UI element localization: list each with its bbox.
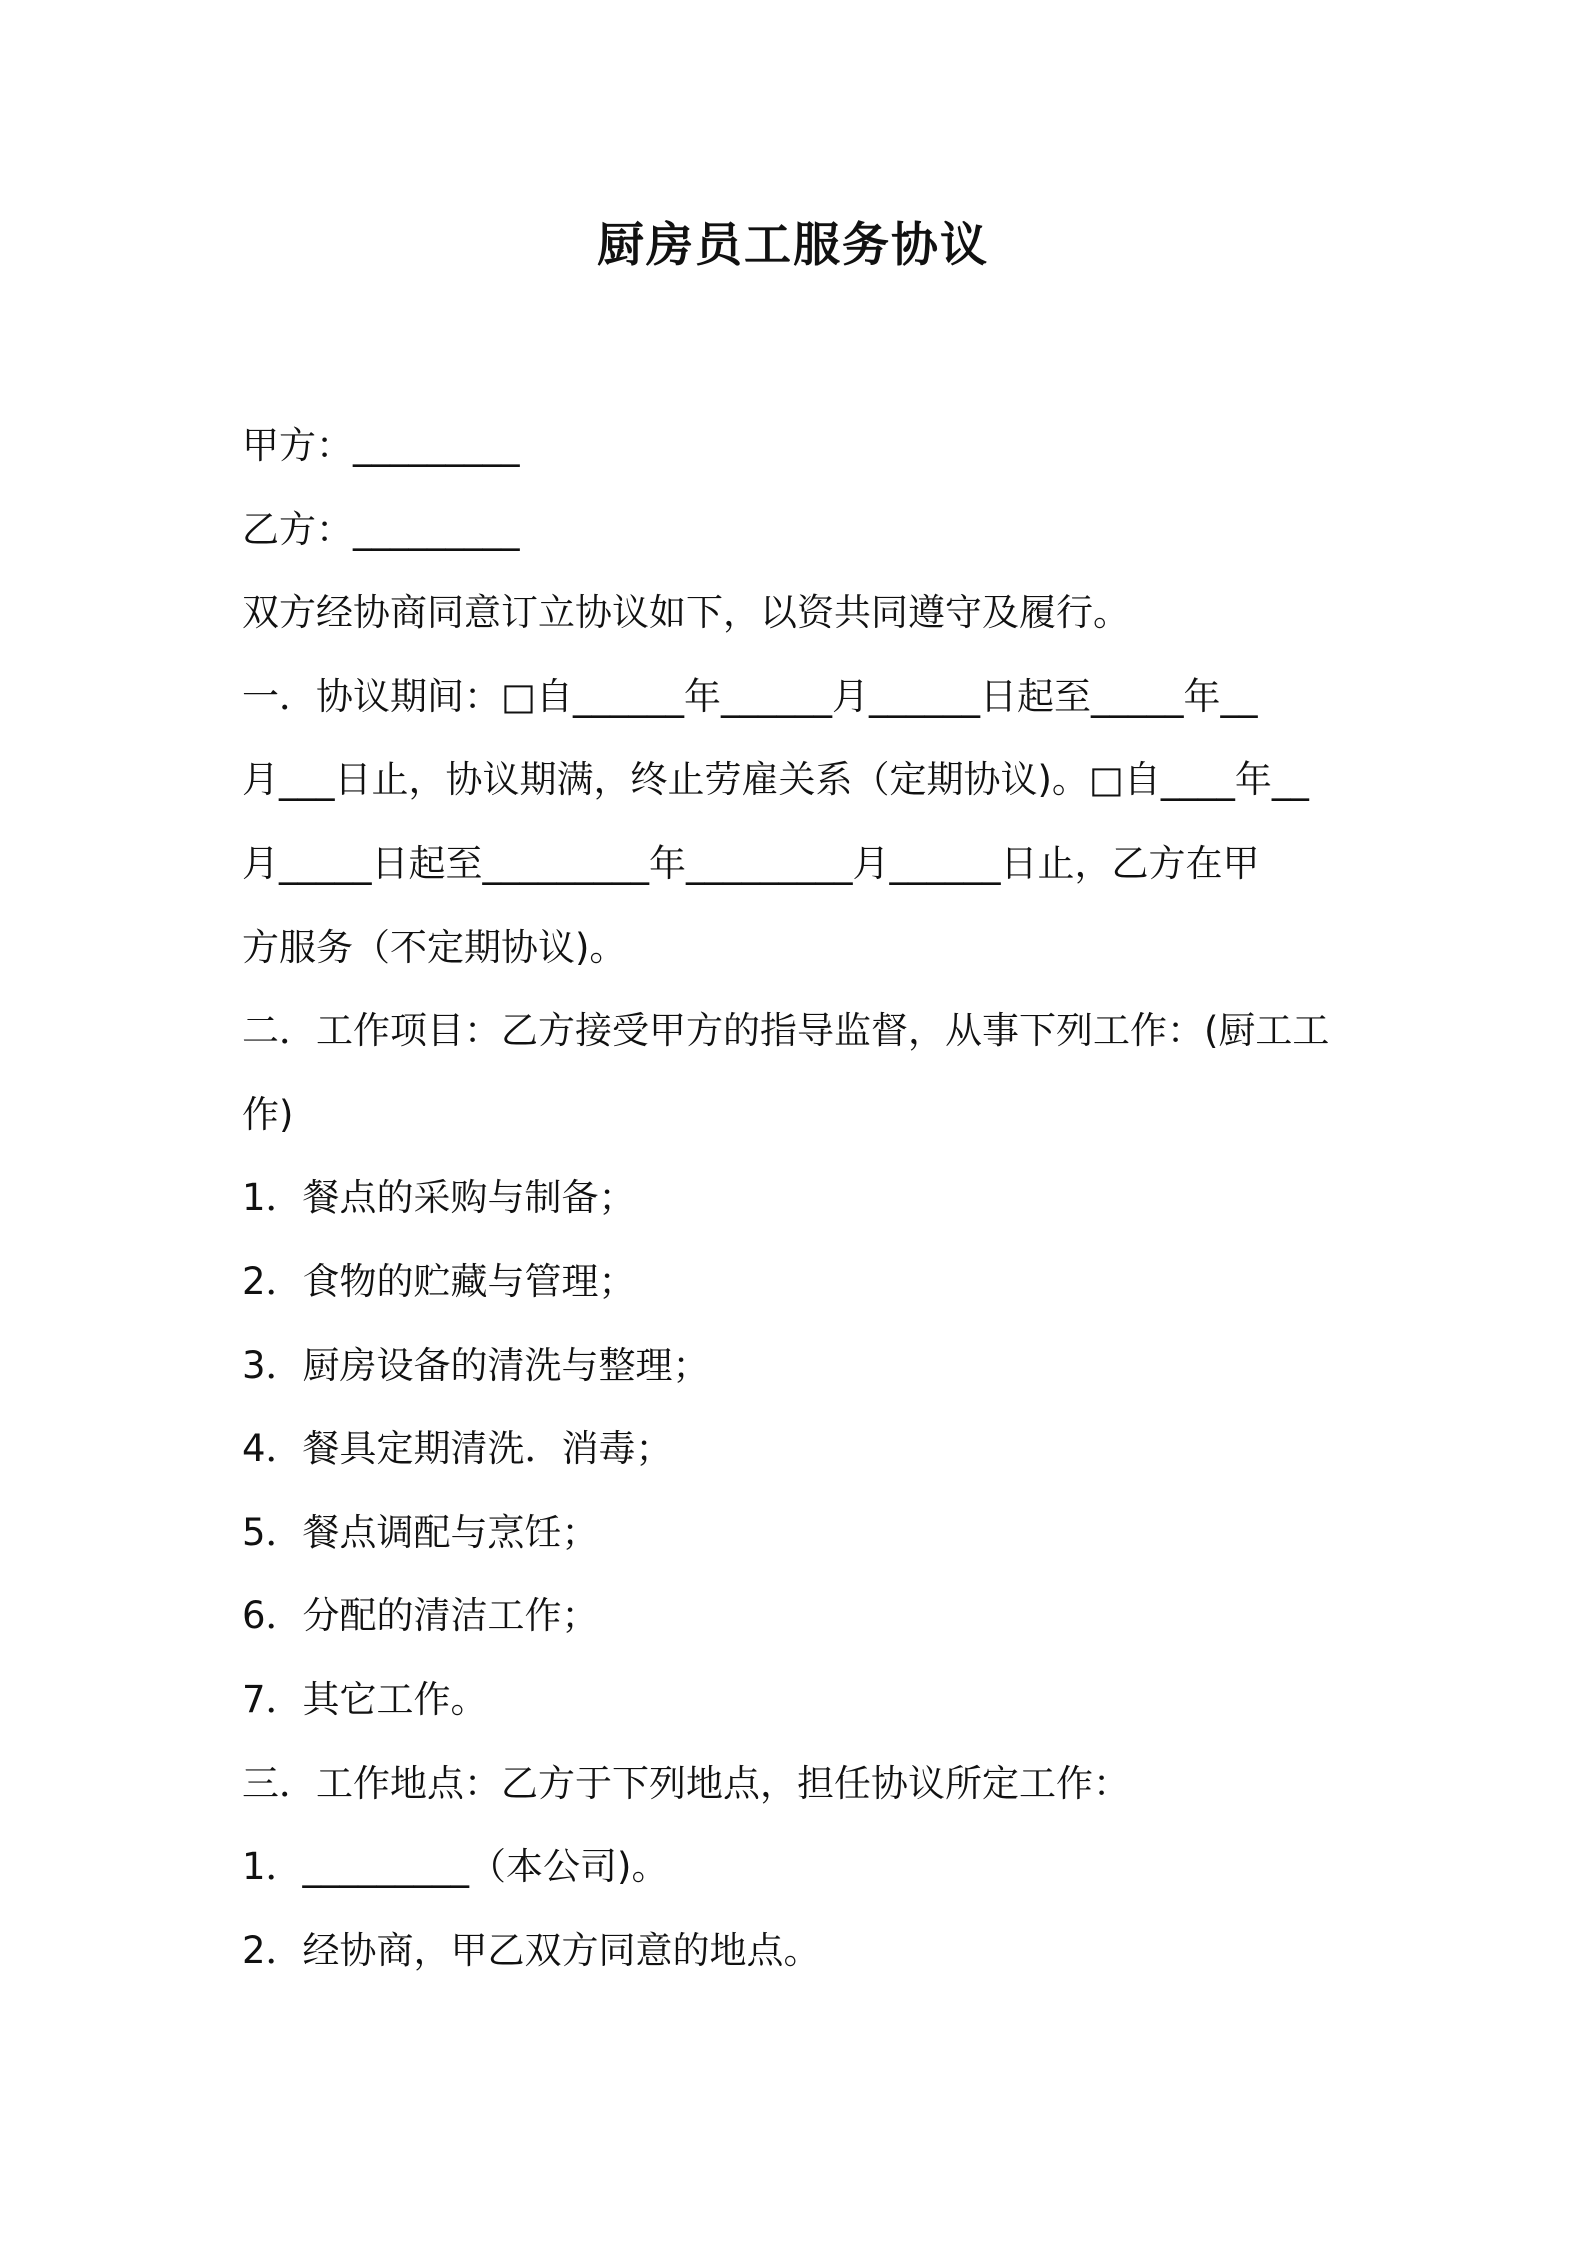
clause-1-line-4: 方服务（不定期协议)。 <box>242 925 627 969</box>
clause-1-line-2: 月___日止，协议期满，终止劳雇关系（定期协议)。□自____年__ <box>242 758 1309 802</box>
clause-2-line-2: 作) <box>242 1092 294 1136</box>
clause-3-line-1: 三．工作地点：乙方于下列地点，担任协议所定工作： <box>242 1761 1130 1805</box>
clause-1-line-3: 月_____日起至_________年_________月______日止，乙方在甲 <box>242 841 1260 885</box>
list-item: 7．其它工作。 <box>242 1677 488 1721</box>
clause-2-line-1: 二．工作项目：乙方接受甲方的指导监督，从事下列工作：(厨工工 <box>242 1009 1330 1053</box>
clause-1-line-1: 一．协议期间：□自______年______月______日起至_____年__ <box>242 674 1258 718</box>
list-item: 5．餐点调配与烹饪； <box>242 1510 599 1554</box>
document-title: 厨房员工服务协议 <box>597 218 989 273</box>
list-item: 1．_________（本公司)。 <box>242 1845 669 1889</box>
list-item: 1．餐点的采购与制备； <box>242 1176 636 1220</box>
party-a-line: 甲方：_________ <box>242 424 520 467</box>
list-item: 2．食物的贮藏与管理； <box>242 1259 636 1303</box>
document-body <box>242 404 1354 1992</box>
list-item: 6．分配的清洁工作； <box>242 1594 599 1638</box>
list-item: 3．厨房设备的清洗与整理； <box>242 1343 710 1387</box>
intro-paragraph: 双方经协商同意订立协议如下，以资共同遵守及履行。 <box>242 591 1130 635</box>
list-item: 4．餐具定期清洗．消毒； <box>242 1427 673 1471</box>
list-item: 2．经协商，甲乙双方同意的地点。 <box>242 1928 821 1972</box>
party-b-line: 乙方：_________ <box>242 507 520 551</box>
